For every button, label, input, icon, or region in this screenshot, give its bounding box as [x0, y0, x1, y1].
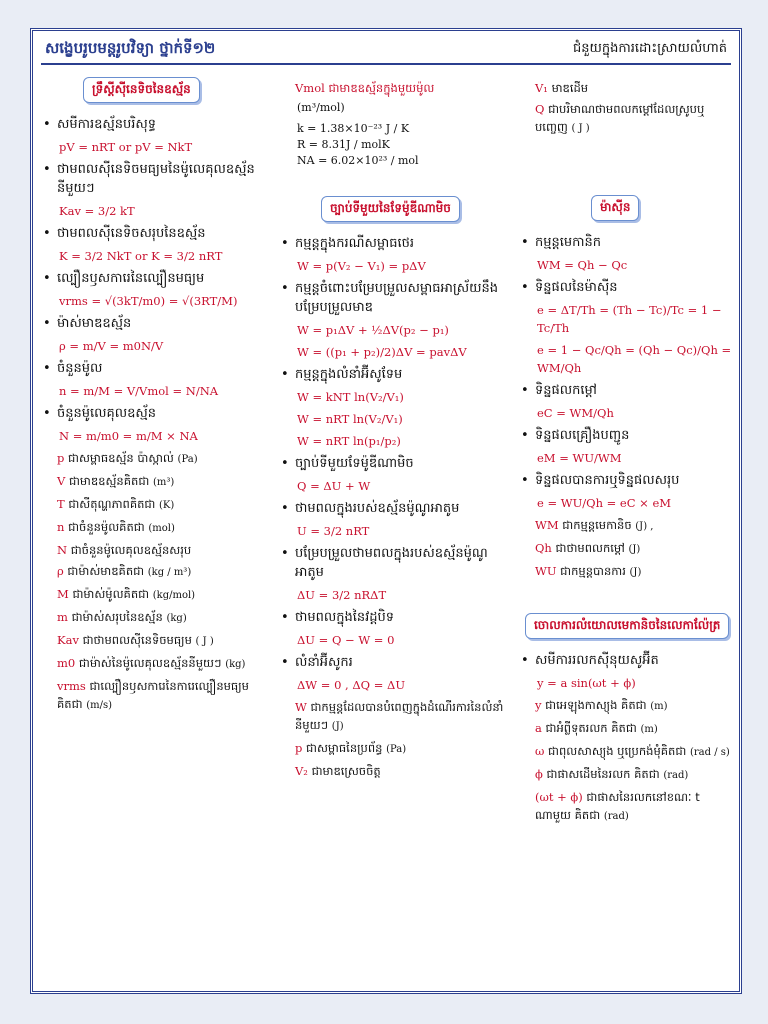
section-title-heat-engine: ម៉ាស៊ីន [591, 195, 639, 221]
page-subtitle: ជំនួយក្នុងការដោះស្រាយលំហាត់ [573, 41, 727, 56]
engine-item-label: • ទិន្នផលបានការឬទិន្នផលសរុប [521, 471, 735, 490]
symbol: a [535, 721, 542, 735]
thermo-item-label: • កម្មន្តក្នុងលំនាំអ៊ីសូទែម [281, 365, 509, 384]
physical-constant: R = 8.31J / molK [297, 138, 390, 151]
formula-sheet [30, 28, 742, 994]
kinetic-item-label: • ថាមពលស៊ីនេទិចសរុបនៃឧស្ម័ន [43, 224, 271, 243]
kinetic-item-label: • ល្បឿនឫសការេនៃល្បឿនមធ្យម [43, 269, 271, 288]
engine-item-label: • ទិន្នផលគ្រឿងបញ្ជូន [521, 426, 735, 445]
symbol: ρ [57, 564, 64, 578]
thermo-definition [295, 698, 509, 736]
unit: (J) [628, 544, 641, 555]
definition-text: ជាមាឌស្រេចចិត្ត [311, 764, 381, 778]
kinetic-item-label: • ចំនួនម៉ូលេគុលឧស្ម័ន [43, 404, 271, 423]
definition-text: ជាម៉ាស់សរុបនៃឧស្ម័ន [71, 610, 163, 624]
unit: (rad / s) [689, 747, 730, 758]
thermo-item-label: • បម្រែបម្រួលថាមពលក្នុងរបស់ឧស្ម័នម៉ូណូអាតូម [281, 544, 509, 582]
engine-formula: eC = WM/Qh [537, 406, 614, 420]
definition-text: ជាសម្ពាធឧស្ម័ន ប៉ាស្កាល់ [68, 451, 174, 465]
wave-definition [535, 696, 735, 716]
kinetic-definition [57, 449, 271, 469]
engine-item-label: • ទិន្នផលនៃម៉ាស៊ីន [521, 278, 735, 297]
definition-text: ជាម៉ាស់នៃម៉ូលេគុលឧស្ម័ននីមួយៗ [78, 656, 222, 670]
thermo-formula: ΔU = Q − W = 0 [297, 633, 395, 647]
thermo-item-label: • ថាមពលក្នុងរបស់ឧស្ម័នម៉ូណូអាតូម [281, 499, 509, 518]
wave-formula: y = a sin(ωt + ϕ) [537, 676, 636, 690]
unit: ( J ) [571, 123, 590, 134]
definition-text: ជាល្បឿនឫសការេនៃការេល្បឿនមធ្យម គិតជា [57, 679, 249, 711]
definition-text: ជាផាសដើមនៃរលក គិតជា [546, 767, 660, 781]
symbol: ϕ [535, 767, 543, 781]
definition-text: ជាមាឌឧស្ម័នគិតជា [68, 474, 150, 488]
thermo-item-label: • លំនាំអ៊ីសូករ [281, 653, 509, 672]
symbol: WM [535, 518, 559, 532]
symbol: p [295, 741, 303, 755]
thermo-definition [295, 739, 509, 759]
symbol: p [57, 451, 65, 465]
definition-text: ជាសម្ពាធនៃប្រព័ន្ធ [306, 741, 383, 755]
definition-text: ជាចំនួនម៉ូលេគុលឧស្ម័នសរុប [70, 543, 192, 557]
kinetic-item-label: • ចំនួនម៉ូល [43, 359, 271, 378]
symbol: M [57, 587, 69, 601]
unit: (K) [159, 500, 175, 511]
column-heat-engine [521, 77, 735, 829]
wave-item-label: • សមីការរលកស៊ីនុយសូអ៊ីត [521, 651, 735, 670]
vmol-definition: Vmol ជាមាឌឧស្ម័នក្នុងមួយម៉ូល [295, 81, 435, 95]
page-title: សង្ខេបរូបមន្តរូបវិទ្យា ថ្នាក់ទី១២ [45, 39, 216, 57]
vmol-unit: (m³/mol) [297, 101, 345, 114]
symbol: V₁ [535, 81, 548, 95]
kinetic-definition [57, 631, 271, 651]
kinetic-formula: N = m/m0 = m/M × NA [59, 429, 198, 443]
unit: (m) [650, 701, 668, 712]
thermo-item-label: • កម្មន្តក្នុងករណីសម្ពាធថេរ [281, 234, 509, 253]
symbol: m0 [57, 656, 76, 670]
page-header [41, 37, 731, 65]
definition-text: ជាអេឡុងកាស្យុង គិតជា [545, 698, 647, 712]
symbol: Q [535, 102, 545, 116]
unit: (kg) [225, 659, 246, 670]
physical-constant: NA = 6.02×10²³ / mol [297, 154, 419, 167]
kinetic-formula: pV = nRT or pV = NkT [59, 140, 193, 154]
column-thermodynamics [281, 77, 509, 783]
thermo-item-label: • ច្បាប់ទីមួយទែម៉ូឌីណាមិច [281, 454, 509, 473]
unit: (m/s) [86, 700, 113, 711]
symbol: vrms [57, 679, 86, 693]
symbol: (ωt + ϕ) [535, 790, 583, 804]
thermo-formula: W = kNT ln(V₂/V₁) [297, 390, 404, 404]
unit: (Pa) [386, 744, 407, 755]
definition-text: ជាកម្មន្តដែលបានបំពេញក្នុងដំណើរការនៃលំនាំនីមួយៗ [295, 700, 504, 732]
kinetic-definition [57, 541, 271, 559]
kinetic-definition [57, 677, 271, 715]
unit: (kg / m³) [147, 567, 192, 578]
thermo-formula: U = 3/2 nRT [297, 524, 370, 538]
unit: (kg/mol) [152, 590, 196, 601]
unit: (J) [629, 567, 642, 578]
physical-constant: k = 1.38×10⁻²³ J / K [297, 122, 410, 135]
definition-text: ជាម៉ាស់មាឌគិតជា [67, 564, 145, 578]
wave-definition [535, 742, 735, 762]
symbol: T [57, 497, 65, 511]
symbol: Qh [535, 541, 552, 555]
kinetic-formula: vrms = √(3kT/m0) = √(3RT/M) [59, 294, 238, 308]
kinetic-formula: n = m/M = V/Vmol = N/NA [59, 384, 219, 398]
kinetic-definition [57, 495, 271, 515]
definition-text: ជាចំនួនម៉ូលគិតជា [68, 520, 145, 534]
definition-text: មាឌដើម [551, 81, 589, 95]
kinetic-definition [57, 585, 271, 605]
symbol: V [57, 474, 66, 488]
thermo-formula: Q = ΔU + W [297, 479, 371, 493]
definition-text: ជាកម្មន្តបានការ [560, 564, 626, 578]
engine-definition [535, 562, 735, 582]
kinetic-definition [57, 562, 271, 582]
wave-definition [535, 765, 735, 785]
unit: (J) , [635, 521, 654, 532]
kinetic-formula: ρ = m/V = m0N/V [59, 339, 164, 353]
unit: ( J ) [195, 636, 214, 647]
section-title-first-law: ច្បាប់ទីមួយនៃទែម៉ូឌីណាមិច [321, 196, 460, 222]
wave-definition [535, 719, 735, 739]
section-title-kinetic-theory: ទ្រឹស្តីស៊ីនេទិចនៃឧស្ម័ន [83, 77, 200, 103]
thermo-formula: W = p(V₂ − V₁) = pΔV [297, 259, 426, 273]
symbol: ω [535, 744, 545, 758]
unit: (Pa) [177, 454, 198, 465]
kinetic-item-label: • ថាមពលស៊ីនេទិចមធ្យមនៃម៉ូលេគុលឧស្ម័ននីមួយៗ [43, 160, 271, 198]
symbol: m [57, 610, 68, 624]
definition-text: ជាម៉ាស់ម៉ូលគិតជា [72, 587, 150, 601]
definition-text: ជាពុលសាស្យុង ឬប្រេកង់មុំគិតជា [548, 744, 687, 758]
thermo-formula: ΔU = 3/2 nRΔT [297, 588, 387, 602]
engine-item-label: • កម្មន្តមេកានិក [521, 233, 735, 252]
kinetic-definition [57, 518, 271, 538]
thermo-formula: W = nRT ln(V₂/V₁) [297, 412, 403, 426]
engine-definition [535, 539, 735, 559]
definition-text: ជាថាមពលកម្ដៅ [555, 541, 625, 555]
definition-text: ជាអំព្លីទុតរលក គិតជា [545, 721, 637, 735]
definition-text: ជាសីតុណ្ហភាពគិតជា [68, 497, 156, 511]
wave-definition [535, 788, 735, 826]
unit: (mol) [148, 523, 175, 534]
thermo-definition [295, 762, 509, 780]
thermo-item-label: • ថាមពលក្នុងនៃវដ្តបិទ [281, 608, 509, 627]
unit: (J) [331, 721, 344, 732]
definition-text: ជាផាសនៃរលកនៅខណៈ t ណាមួយ គិតជា [535, 790, 700, 822]
engine-top-definition [535, 79, 735, 97]
definition-text: ជាថាមពលស៊ីនេទិចមធ្យម [82, 633, 192, 647]
engine-top-definition [535, 100, 735, 138]
section-title-oscillation: ចោលការលំយោលមេកានិចនៃលេកាល៉ែត្រ [525, 613, 729, 639]
unit: (kg) [166, 613, 187, 624]
column-kinetic-theory [43, 77, 271, 718]
unit: (m³) [152, 477, 175, 488]
symbol: WU [535, 564, 557, 578]
engine-formula: e = 1 − Qc/Qh = (Qh − Qc)/Qh = WM/Qh [537, 343, 732, 375]
kinetic-formula: Kav = 3/2 kT [59, 204, 135, 218]
engine-formula: eM = WU/WM [537, 451, 622, 465]
symbol: N [57, 543, 68, 557]
engine-definition [535, 516, 735, 536]
engine-item-label: • ទិន្នផលកម្ដៅ [521, 381, 735, 400]
thermo-item-label: • កម្មន្តចំពោះបម្រែបម្រួលសម្ពាធអាស្រ័យនឹងបម្រែបម្រួលមាឌ [281, 279, 509, 317]
symbol: W [295, 700, 307, 714]
symbol: V₂ [295, 764, 308, 778]
engine-formula: e = ΔT/Th = (Th − Tc)/Tc = 1 − Tc/Th [537, 303, 722, 335]
engine-formula: WM = Qh − Qc [537, 258, 628, 272]
symbol: n [57, 520, 65, 534]
thermo-formula: W = ((p₁ + p₂)/2)ΔV = pavΔV [297, 345, 467, 359]
engine-formula: e = WU/Qh = eC × eM [537, 496, 672, 510]
symbol: Kav [57, 633, 79, 647]
definition-text: ជាកម្មន្តមេកានិច [562, 518, 632, 532]
thermo-formula: W = nRT ln(p₁/p₂) [297, 434, 401, 448]
symbol: y [535, 698, 542, 712]
unit: (rad) [663, 770, 689, 781]
unit: (rad) [603, 811, 629, 822]
kinetic-formula: K = 3/2 NkT or K = 3/2 nRT [59, 249, 223, 263]
kinetic-definition [57, 654, 271, 674]
thermo-formula: W = p₁ΔV + ½ΔV(p₂ − p₁) [297, 323, 449, 337]
kinetic-item-label: • ម៉ាស់មាឌឧស្ម័ន [43, 314, 271, 333]
thermo-formula: ΔW = 0 , ΔQ = ΔU [297, 678, 406, 692]
kinetic-definition [57, 608, 271, 628]
kinetic-definition [57, 472, 271, 492]
unit: (m) [640, 724, 658, 735]
definition-text: ជាបរិមាណថាមពលកម្ដៅដែលស្រូបឬបញ្ចេញ [535, 102, 705, 134]
kinetic-item-label: • សមីការឧស្ម័នបរិសុទ្ធ [43, 115, 271, 134]
